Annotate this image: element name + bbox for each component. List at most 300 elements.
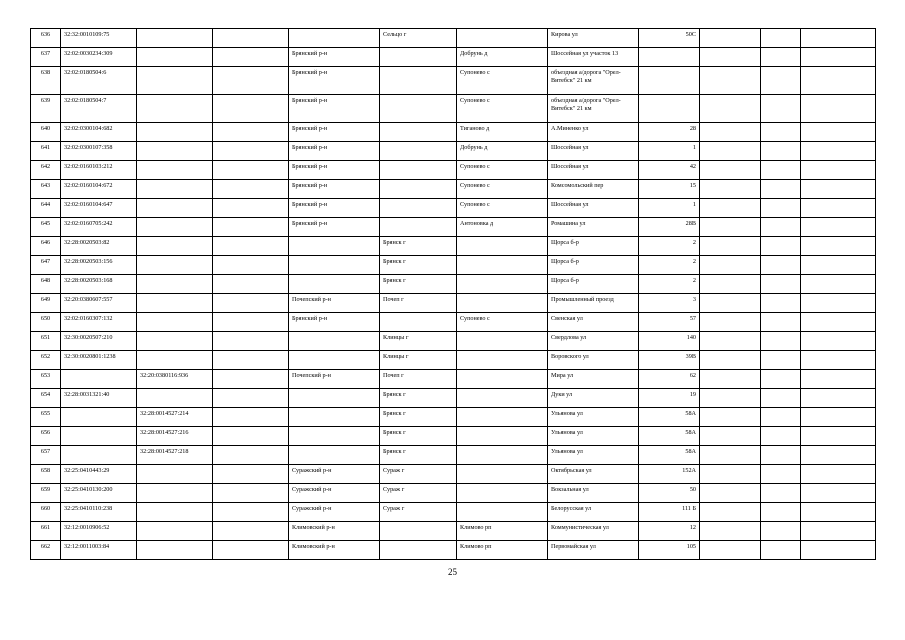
empty-cell: [801, 29, 876, 48]
district: Суражский р-н: [289, 503, 380, 522]
empty-cell: [700, 67, 761, 95]
table-row: [31, 29, 876, 48]
house-number: 58А: [639, 427, 700, 446]
cadastral-number-building: [137, 180, 213, 199]
empty-cell: [213, 408, 289, 427]
empty-cell: [700, 142, 761, 161]
cadastral-number-building: [137, 199, 213, 218]
settlement: Тиганово д: [457, 123, 548, 142]
empty-cell: [801, 313, 876, 332]
empty-cell: [801, 48, 876, 67]
empty-cell: [801, 484, 876, 503]
street: Щорса б-р: [548, 275, 639, 294]
row-number: 662: [31, 541, 61, 560]
row-number: 659: [31, 484, 61, 503]
empty-cell: [213, 199, 289, 218]
settlement: Добрунь д: [457, 142, 548, 161]
row-number: 651: [31, 332, 61, 351]
empty-cell: [700, 294, 761, 313]
cadastral-number-building: [137, 313, 213, 332]
settlement: Добрунь д: [457, 48, 548, 67]
house-number: 1: [639, 199, 700, 218]
empty-cell: [761, 294, 801, 313]
house-number: 15: [639, 180, 700, 199]
empty-cell: [801, 199, 876, 218]
street: Щорса б-р: [548, 237, 639, 256]
street: Свердлова ул: [548, 332, 639, 351]
empty-cell: [761, 48, 801, 67]
empty-cell: [761, 275, 801, 294]
district: Брянский р-н: [289, 161, 380, 180]
empty-cell: [700, 275, 761, 294]
city: Сураж г: [380, 503, 457, 522]
empty-cell: [700, 484, 761, 503]
row-number: 644: [31, 199, 61, 218]
table-row: [31, 484, 876, 503]
empty-cell: [761, 29, 801, 48]
empty-cell: [700, 48, 761, 67]
street: Щорса б-р: [548, 256, 639, 275]
district: [289, 446, 380, 465]
cadastral-number: 32:02:0160104:647: [61, 199, 137, 218]
row-number: 648: [31, 275, 61, 294]
street: Шоссейная ул: [548, 142, 639, 161]
page-number: 25: [448, 567, 457, 577]
empty-cell: [213, 29, 289, 48]
city: Брянск г: [380, 446, 457, 465]
district: Брянский р-н: [289, 67, 380, 95]
cadastral-number: 32:12:0011003:84: [61, 541, 137, 560]
street: Ульянова ул: [548, 446, 639, 465]
house-number: 19: [639, 389, 700, 408]
city: Сельцо г: [380, 29, 457, 48]
empty-cell: [801, 275, 876, 294]
city: Клинцы г: [380, 351, 457, 370]
house-number: 28В: [639, 218, 700, 237]
settlement: Супонево с: [457, 199, 548, 218]
row-number: 646: [31, 237, 61, 256]
empty-cell: [700, 408, 761, 427]
street: Белорусская ул: [548, 503, 639, 522]
empty-cell: [700, 446, 761, 465]
cadastral-number: [61, 370, 137, 389]
street: Дуки ул: [548, 389, 639, 408]
empty-cell: [213, 541, 289, 560]
street: Кирова ул: [548, 29, 639, 48]
empty-cell: [213, 218, 289, 237]
empty-cell: [761, 123, 801, 142]
cadastral-number: 32:32:0010109:75: [61, 29, 137, 48]
cadastral-number: 32:28:0031321:40: [61, 389, 137, 408]
cadastral-number-building: [137, 29, 213, 48]
empty-cell: [213, 142, 289, 161]
table-row: [31, 218, 876, 237]
table-row: [31, 370, 876, 389]
city: Брянск г: [380, 256, 457, 275]
row-number: 643: [31, 180, 61, 199]
empty-cell: [213, 522, 289, 541]
row-number: 642: [31, 161, 61, 180]
district: Брянский р-н: [289, 48, 380, 67]
empty-cell: [761, 541, 801, 560]
cadastral-number-building: [137, 332, 213, 351]
empty-cell: [213, 95, 289, 123]
row-number: 640: [31, 123, 61, 142]
table-row: [31, 275, 876, 294]
empty-cell: [801, 522, 876, 541]
row-number: 658: [31, 465, 61, 484]
house-number: 57: [639, 313, 700, 332]
city: [380, 541, 457, 560]
cadastral-number-building: [137, 237, 213, 256]
empty-cell: [700, 123, 761, 142]
table-row: [31, 95, 876, 123]
district: Климовский р-н: [289, 522, 380, 541]
house-number: 111 Б: [639, 503, 700, 522]
settlement: [457, 465, 548, 484]
empty-cell: [761, 522, 801, 541]
cadastral-number: [61, 446, 137, 465]
city: [380, 95, 457, 123]
district: Брянский р-н: [289, 218, 380, 237]
cadastral-number-building: [137, 522, 213, 541]
cadastral-number: 32:25:0410443:29: [61, 465, 137, 484]
house-number: 39В: [639, 351, 700, 370]
settlement: [457, 408, 548, 427]
cadastral-number-building: [137, 503, 213, 522]
cadastral-number-building: [137, 123, 213, 142]
house-number: 42: [639, 161, 700, 180]
settlement: Супонево с: [457, 67, 548, 95]
empty-cell: [213, 294, 289, 313]
empty-cell: [761, 161, 801, 180]
empty-cell: [213, 332, 289, 351]
table-row: [31, 294, 876, 313]
table-row: [31, 446, 876, 465]
cadastral-number: 32:12:0010906:52: [61, 522, 137, 541]
empty-cell: [213, 389, 289, 408]
street: Промышленный проезд: [548, 294, 639, 313]
district: [289, 408, 380, 427]
empty-cell: [700, 256, 761, 275]
house-number: 152А: [639, 465, 700, 484]
row-number: 637: [31, 48, 61, 67]
empty-cell: [801, 351, 876, 370]
district: Брянский р-н: [289, 199, 380, 218]
city: Почеп г: [380, 294, 457, 313]
empty-cell: [213, 484, 289, 503]
empty-cell: [761, 503, 801, 522]
cadastral-number-building: [137, 161, 213, 180]
table-row: [31, 389, 876, 408]
table-row: [31, 541, 876, 560]
settlement: [457, 275, 548, 294]
empty-cell: [213, 48, 289, 67]
cadastral-number-building: [137, 218, 213, 237]
empty-cell: [700, 465, 761, 484]
cadastral-number: 32:02:0300104:682: [61, 123, 137, 142]
cadastral-number: 32:20:0380607:557: [61, 294, 137, 313]
empty-cell: [801, 446, 876, 465]
cadastral-number-building: [137, 95, 213, 123]
settlement: Антоновка д: [457, 218, 548, 237]
cadastral-number-building: [137, 484, 213, 503]
empty-cell: [761, 218, 801, 237]
empty-cell: [700, 95, 761, 123]
table-row: [31, 142, 876, 161]
empty-cell: [801, 161, 876, 180]
empty-cell: [761, 142, 801, 161]
empty-cell: [213, 123, 289, 142]
house-number: 1: [639, 142, 700, 161]
city: [380, 161, 457, 180]
row-number: 654: [31, 389, 61, 408]
row-number: 639: [31, 95, 61, 123]
city: Брянск г: [380, 427, 457, 446]
settlement: [457, 256, 548, 275]
empty-cell: [700, 161, 761, 180]
city: [380, 67, 457, 95]
row-number: 636: [31, 29, 61, 48]
city: [380, 142, 457, 161]
district: Суражский р-н: [289, 484, 380, 503]
empty-cell: [213, 275, 289, 294]
empty-cell: [700, 29, 761, 48]
city: [380, 199, 457, 218]
row-number: 650: [31, 313, 61, 332]
settlement: [457, 237, 548, 256]
row-number: 656: [31, 427, 61, 446]
cadastral-number: [61, 408, 137, 427]
table-row: [31, 313, 876, 332]
cadastral-number-building: [137, 67, 213, 95]
empty-cell: [801, 67, 876, 95]
cadastral-number: 32:28:0020503:82: [61, 237, 137, 256]
empty-cell: [700, 218, 761, 237]
street: объездная а/дорога "Орел-Витебск" 21 км: [548, 95, 639, 123]
empty-cell: [213, 313, 289, 332]
district: [289, 427, 380, 446]
district: Суражский р-н: [289, 465, 380, 484]
house-number: 3: [639, 294, 700, 313]
cadastral-number: 32:02:0160705:242: [61, 218, 137, 237]
house-number: [639, 95, 700, 123]
empty-cell: [801, 503, 876, 522]
street: Коммунистическая ул: [548, 522, 639, 541]
city: Сураж г: [380, 484, 457, 503]
empty-cell: [801, 237, 876, 256]
cadastral-number: 32:02:0160307:132: [61, 313, 137, 332]
district: [289, 275, 380, 294]
empty-cell: [700, 332, 761, 351]
house-number: 28: [639, 123, 700, 142]
settlement: Климово рп: [457, 522, 548, 541]
cadastral-number: 32:02:0300107:358: [61, 142, 137, 161]
empty-cell: [700, 427, 761, 446]
street: Октябрьская ул: [548, 465, 639, 484]
empty-cell: [801, 541, 876, 560]
empty-cell: [801, 123, 876, 142]
empty-cell: [761, 351, 801, 370]
row-number: 653: [31, 370, 61, 389]
district: Климовский р-н: [289, 541, 380, 560]
row-number: 657: [31, 446, 61, 465]
empty-cell: [761, 389, 801, 408]
empty-cell: [700, 199, 761, 218]
district: Почепский р-н: [289, 294, 380, 313]
cadastral-number-building: [137, 541, 213, 560]
house-number: [639, 67, 700, 95]
table-row: [31, 408, 876, 427]
empty-cell: [213, 180, 289, 199]
empty-cell: [801, 256, 876, 275]
house-number: 50: [639, 484, 700, 503]
house-number: 62: [639, 370, 700, 389]
street: Шоссейная ул участок 13: [548, 48, 639, 67]
settlement: [457, 503, 548, 522]
cadastral-number-building: [137, 256, 213, 275]
street: объездная а/дорога "Орел-Витебск" 21 км: [548, 67, 639, 95]
settlement: Климово рп: [457, 541, 548, 560]
district: Брянский р-н: [289, 180, 380, 199]
city: Брянск г: [380, 408, 457, 427]
cadastral-number: 32:02:0030234:309: [61, 48, 137, 67]
empty-cell: [700, 351, 761, 370]
cadastral-number-building: 32:28:0014527:214: [137, 408, 213, 427]
cadastral-number-building: [137, 142, 213, 161]
house-number: 140: [639, 332, 700, 351]
city: [380, 123, 457, 142]
city: [380, 180, 457, 199]
empty-cell: [801, 370, 876, 389]
cadastral-number: [61, 427, 137, 446]
empty-cell: [761, 484, 801, 503]
cadastral-number-building: [137, 465, 213, 484]
row-number: 638: [31, 67, 61, 95]
settlement: [457, 332, 548, 351]
empty-cell: [213, 503, 289, 522]
table-row: [31, 48, 876, 67]
settlement: [457, 29, 548, 48]
empty-cell: [213, 427, 289, 446]
cadastral-number-building: [137, 389, 213, 408]
table-row: [31, 351, 876, 370]
cadastral-number: 32:02:0160104:672: [61, 180, 137, 199]
empty-cell: [761, 313, 801, 332]
table-row: [31, 123, 876, 142]
cadastral-number-building: [137, 294, 213, 313]
city: [380, 48, 457, 67]
row-number: 661: [31, 522, 61, 541]
house-number: 2: [639, 237, 700, 256]
empty-cell: [700, 541, 761, 560]
empty-cell: [761, 332, 801, 351]
empty-cell: [801, 180, 876, 199]
street: Комсомольский пер: [548, 180, 639, 199]
district: Брянский р-н: [289, 123, 380, 142]
row-number: 660: [31, 503, 61, 522]
row-number: 647: [31, 256, 61, 275]
district: Брянский р-н: [289, 95, 380, 123]
street: Ульянова ул: [548, 408, 639, 427]
table-row: [31, 237, 876, 256]
settlement: Супонево с: [457, 95, 548, 123]
table-row: [31, 67, 876, 95]
settlement: Супонево с: [457, 313, 548, 332]
street: Шоссейная ул: [548, 161, 639, 180]
empty-cell: [801, 389, 876, 408]
settlement: [457, 484, 548, 503]
empty-cell: [700, 237, 761, 256]
empty-cell: [213, 237, 289, 256]
empty-cell: [700, 180, 761, 199]
empty-cell: [213, 256, 289, 275]
empty-cell: [213, 351, 289, 370]
row-number: 649: [31, 294, 61, 313]
empty-cell: [700, 503, 761, 522]
empty-cell: [700, 389, 761, 408]
table-row: [31, 332, 876, 351]
cadastral-number: 32:02:0160103:212: [61, 161, 137, 180]
city: Брянск г: [380, 275, 457, 294]
empty-cell: [761, 199, 801, 218]
settlement: [457, 370, 548, 389]
street: А.Миненко ул: [548, 123, 639, 142]
settlement: [457, 351, 548, 370]
district: [289, 389, 380, 408]
empty-cell: [761, 370, 801, 389]
table-row: [31, 522, 876, 541]
table-row: [31, 503, 876, 522]
empty-cell: [761, 256, 801, 275]
settlement: [457, 294, 548, 313]
district: [289, 237, 380, 256]
empty-cell: [761, 95, 801, 123]
house-number: 50С: [639, 29, 700, 48]
empty-cell: [761, 408, 801, 427]
empty-cell: [801, 218, 876, 237]
settlement: Супонево с: [457, 161, 548, 180]
street: Свенская ул: [548, 313, 639, 332]
cadastral-number: 32:02:0180504:7: [61, 95, 137, 123]
empty-cell: [801, 332, 876, 351]
house-number: 2: [639, 275, 700, 294]
empty-cell: [801, 95, 876, 123]
registry-table: [30, 28, 876, 560]
district: [289, 29, 380, 48]
settlement: [457, 389, 548, 408]
street: Ромашина ул: [548, 218, 639, 237]
district: [289, 351, 380, 370]
empty-cell: [761, 465, 801, 484]
city: [380, 522, 457, 541]
empty-cell: [801, 465, 876, 484]
cadastral-number-building: 32:20:0380116:936: [137, 370, 213, 389]
cadastral-number-building: [137, 48, 213, 67]
city: Почеп г: [380, 370, 457, 389]
empty-cell: [801, 142, 876, 161]
empty-cell: [700, 522, 761, 541]
settlement: [457, 427, 548, 446]
district: Брянский р-н: [289, 313, 380, 332]
table-row: [31, 256, 876, 275]
house-number: 12: [639, 522, 700, 541]
empty-cell: [761, 237, 801, 256]
settlement: [457, 446, 548, 465]
street: Воровского ул: [548, 351, 639, 370]
house-number: 58А: [639, 446, 700, 465]
cadastral-number-building: 32:28:0014527:218: [137, 446, 213, 465]
